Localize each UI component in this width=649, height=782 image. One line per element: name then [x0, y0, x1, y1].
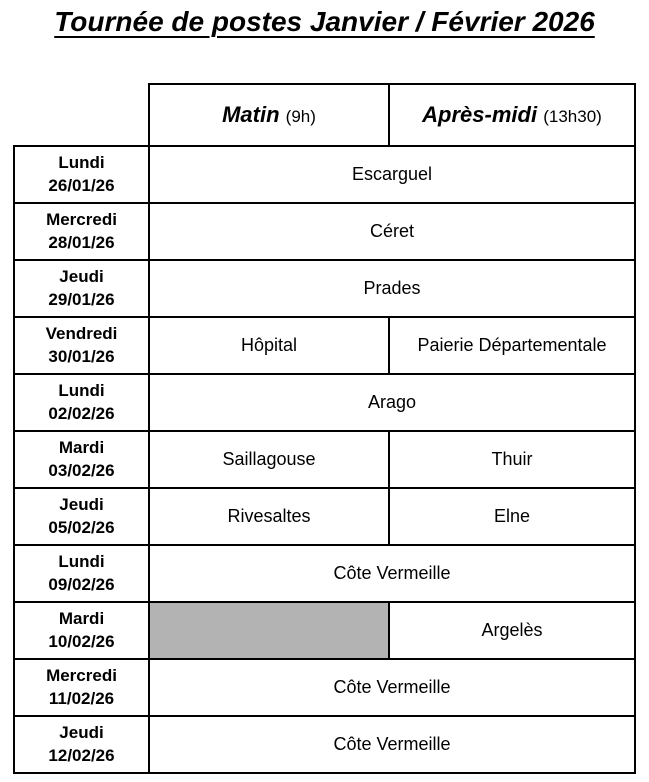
table-row	[14, 659, 635, 716]
table-header-row	[14, 84, 635, 146]
location-cell-apres-midi: Paierie Départementale	[389, 317, 635, 374]
location-cell-all-day: Céret	[149, 203, 635, 260]
date-label: 02/02/26	[48, 403, 115, 423]
table-row	[14, 431, 635, 488]
date-cell	[14, 374, 149, 431]
table-row	[14, 602, 635, 659]
header-matin	[149, 84, 389, 146]
table-row	[14, 716, 635, 773]
table-row	[14, 545, 635, 602]
page-title: Tournée de postes Janvier / Février 2026	[54, 6, 595, 37]
table-row	[14, 317, 635, 374]
date-cell	[14, 659, 149, 716]
date-label: 26/01/26	[48, 175, 115, 195]
day-label: Jeudi	[59, 495, 104, 515]
location-cell-apres-midi: Argelès	[389, 602, 635, 659]
location-cell-all-day: Côte Vermeille	[149, 716, 635, 773]
location-cell-all-day: Arago	[149, 374, 635, 431]
location-cell-all-day: Prades	[149, 260, 635, 317]
day-label: Mercredi	[46, 666, 117, 686]
day-label: Lundi	[58, 552, 105, 572]
day-label: Jeudi	[59, 267, 104, 287]
day-label: Lundi	[58, 381, 105, 401]
header-apres-midi-label: Après-midi	[422, 102, 538, 127]
header-matin-time: (9h)	[285, 107, 316, 126]
location-cell-all-day: Escarguel	[149, 146, 635, 203]
date-label: 11/02/26	[48, 688, 115, 708]
date-cell	[14, 260, 149, 317]
date-label: 30/01/26	[48, 346, 115, 366]
date-cell	[14, 146, 149, 203]
day-label: Lundi	[58, 153, 105, 173]
date-label: 09/02/26	[48, 574, 115, 594]
date-cell	[14, 545, 149, 602]
corner-empty-cell	[14, 84, 149, 146]
day-label: Mardi	[58, 438, 105, 458]
day-label: Vendredi	[45, 324, 118, 344]
date-cell	[14, 317, 149, 374]
location-cell-matin: Hôpital	[149, 317, 389, 374]
date-cell	[14, 203, 149, 260]
unavailable-cell	[149, 602, 389, 659]
table-row	[14, 260, 635, 317]
location-cell-all-day: Côte Vermeille	[149, 545, 635, 602]
header-matin-label: Matin	[222, 102, 280, 127]
location-cell-all-day: Côte Vermeille	[149, 659, 635, 716]
schedule-table	[13, 83, 636, 774]
date-label: 29/01/26	[48, 289, 115, 309]
day-label: Mardi	[58, 609, 105, 629]
date-label: 03/02/26	[48, 460, 115, 480]
table-row	[14, 488, 635, 545]
location-cell-apres-midi: Thuir	[389, 431, 635, 488]
location-cell-matin: Saillagouse	[149, 431, 389, 488]
date-cell	[14, 716, 149, 773]
date-cell	[14, 488, 149, 545]
date-label: 10/02/26	[48, 631, 115, 651]
date-cell	[14, 431, 149, 488]
header-apres-midi-time: (13h30)	[543, 107, 602, 126]
day-label: Mercredi	[46, 210, 117, 230]
table-row	[14, 374, 635, 431]
location-cell-matin: Rivesaltes	[149, 488, 389, 545]
table-row	[14, 146, 635, 203]
date-label: 05/02/26	[48, 517, 115, 537]
location-cell-apres-midi: Elne	[389, 488, 635, 545]
date-label: 12/02/26	[48, 745, 115, 765]
day-label: Jeudi	[59, 723, 104, 743]
date-label: 28/01/26	[48, 232, 115, 252]
date-cell	[14, 602, 149, 659]
header-apres-midi	[389, 84, 635, 146]
table-row	[14, 203, 635, 260]
